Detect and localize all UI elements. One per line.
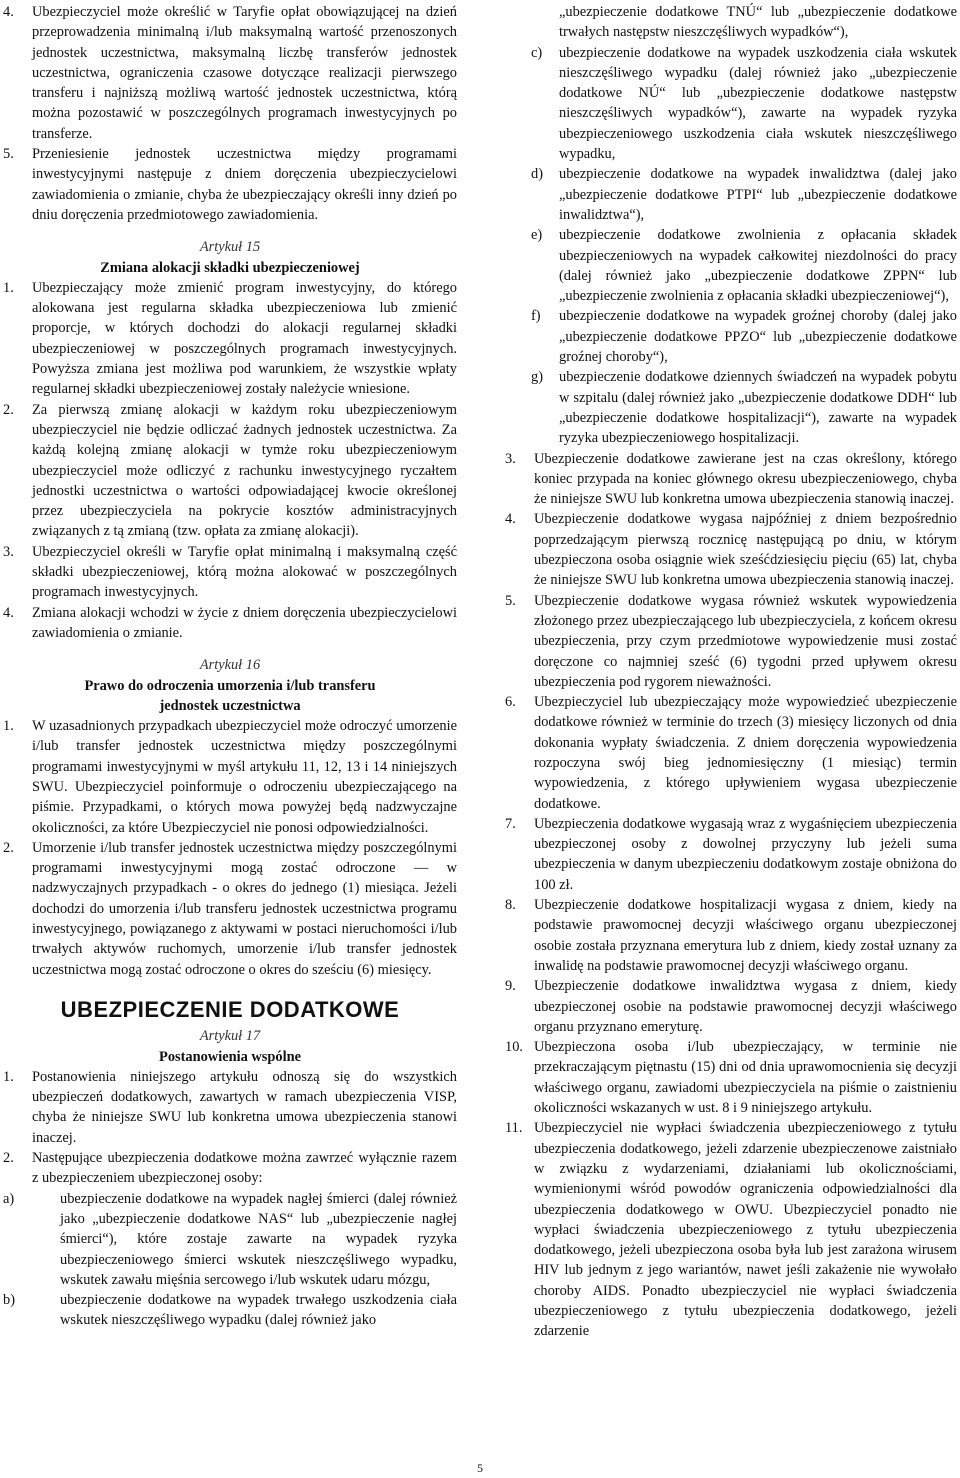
article-17-item-8 (505, 895, 957, 976)
paragraph-5 (3, 144, 457, 225)
item-text: Ubezpieczyciel może określić w Taryfie opłat obowiązującej na dzień przeprowadzenia minimalną i/lub maksymalną wartość przenoszonych jednostek uczestnictwa, maksymalną liczbę transferów jednostek uczestnictwa, ograniczenia czasowe dotyczące realizacji pierwszego transferu i najniższą możliwą wartość jednostek uczestnictwa, którą można pozostawić w poszczególnych programach inwestycyjnych po transferze. (32, 4, 457, 142)
item-number: 5. (505, 592, 516, 609)
item-text: Ubezpieczona osoba i/lub ubezpieczający, w terminie nie przekraczającym piętnastu (15) dni od dnia uprawomocnienia się decyzji właściwego organu, zawiadomi ubezpieczyciela na piśmie o zaistnieniu okoliczności wskazanych w ust. 8 i 9 niniejszego artykułu. (534, 1039, 957, 1117)
item-text: Zmiana alokacji wchodzi w życie z dniem doręczenia ubezpieczycielowi zawiadomienia o zmianie. (32, 604, 457, 641)
paragraph-4 (3, 2, 457, 144)
subitem-text: ubezpieczenie dodatkowe na wypadek trwałego uszkodzenia ciała wskutek nieszczęśliwego wypadku (dalej również jako (60, 1292, 457, 1329)
article-16-item-2 (3, 838, 457, 980)
item-number: 1. (3, 1068, 14, 1085)
article-15-item-1 (3, 278, 457, 400)
article-17-item-7 (505, 814, 957, 895)
article-17-item-10 (505, 1037, 957, 1118)
item-text: Ubezpieczenie dodatkowe wygasa najpóźniej z dniem bezpośrednio poprzedzającym pierwszą rocznicę następującą po dniu, w którym ubezpieczona osoba osiągnie wiek sześćdziesięciu pięciu (65) lat, chyba że niniejsze SWU lub konkretna umowa ubezpieczenia stanowią inaczej. (534, 511, 957, 589)
item-number: 2. (3, 839, 14, 856)
item-text: Ubezpieczyciel nie wypłaci świadczenia ubezpieczeniowego z tytułu ubezpieczenia dodatkowego, jeżeli zdarzenie ubezpieczenowe zaistniało w związku z wydarzeniami, działaniami lub okolicznościami, wymienionymi wśród powodów ograniczenia odpowiedzialności dla ubezpieczenia dodatkowego w OWU. Ubezpieczyciel ponadto nie wypłaci świadczenia ubezpieczeniowego z tytułu ubezpieczenia dodatkowego, jeżeli ubezpieczona osoba była lub jest zarażona wirusem HIV lub jednym z jego wariantów, nawet jeśli zakażenie nie wywołało choroby AIDS. Ponadto ubezpieczyciel nie wypłaci świadczenia ubezpieczeniowego z tytułu ubezpieczenia dodatkowego, jeżeli zdarzenie (534, 1120, 957, 1340)
left-column (3, 2, 457, 1331)
item-text: Postanowienia niniejszego artykułu odnoszą się do wszystkich ubezpieczeń dodatkowych, zawartych w ramach ubezpieczenia VISP, chyba że niniejsze SWU lub konkretna umowa ubezpieczenia stanowi inaczej. (32, 1068, 457, 1146)
item-number: 4. (3, 4, 14, 20)
item-text: Umorzenie i/lub transfer jednostek uczestnictwa między poszczególnymi programami inwestycyjnymi mogą zostać odroczone — w nadzwyczajnych przypadkach - o okres do jednego (1) miesiąca. Jeżeli dochodzi do umorzenia i/lub transferu jednostek uczestnictwa programu inwestycyjnego, powiązanego z aktywami w postaci nieruchomości i/lub trwałych aktywów ruchomych, umorzenie i/lub transfer jednostek uczestnictwa mogą zostać odroczone o okres do sześciu (6) miesięcy. (32, 839, 457, 978)
item-number: 8. (505, 897, 516, 914)
item-text: Ubezpieczyciel lub ubezpieczający może wypowiedzieć ubezpieczenie dodatkowe również w terminie do trzech (3) miesięcy liczonych od dnia dokonania wypłaty świadczenia. Z dniem doręczenia wypowiedzenia rozpoczyna swój bieg jednomiesięczny (1 miesiąc) termin wypowiedzenia, z którego upływieniem wygasa ubezpieczenie dodatkowe. (534, 694, 957, 812)
article-17-item-1 (3, 1067, 457, 1148)
subitem-d (505, 164, 957, 225)
subitem-letter: g) (531, 369, 543, 386)
article-17-number: Artykuł 17 (199, 1028, 261, 1045)
item-number: 10. (505, 1039, 523, 1056)
item-text: Ubezpieczenie dodatkowe inwalidztwa wygasa z dniem, kiedy ubezpieczonej osobie na podstawie prawomocnej decyzji właściwego organu przyznano emeryturę. (534, 978, 957, 1035)
item-text: Ubezpieczyciel określi w Taryfie opłat minimalną i maksymalną część składki ubezpieczeniowej, którą można alokować w poszczególnych programach inwestycyjnych. (32, 543, 457, 601)
item-text: W uzasadnionych przypadkach ubezpieczyciel może odroczyć umorzenie i/lub transfer jednostek uczestnictwa między poszczególnymi programami inwestycyjnymi w myśl artykułu 11, 12, 13 i 14 niniejszych SWU. Ubezpieczyciel poinformuje o odroczeniu ubezpieczającego na piśmie. Przypadkami, o których mowa powyżej będą nadzwyczajne okoliczności, za które Ubezpieczyciel nie ponosi odpowiedzialności. (32, 718, 457, 836)
item-number: 9. (505, 978, 516, 995)
item-number: 11. (505, 1120, 523, 1137)
item-number: 2. (3, 401, 14, 418)
item-text: Ubezpieczenie dodatkowe hospitalizacji wygasa z dniem, kiedy na podstawie prawomocnej decyzji właściwego organu ubezpieczonej osobie została przyznana emerytura lub z dniem, kiedy został uznany za inwalidę na podstawie prawomocnej decyzji właściwego organu. (534, 897, 957, 974)
item-number: 1. (3, 718, 14, 735)
subitem-text: ubezpieczenie dodatkowe na wypadek nagłej śmierci (dalej również jako „ubezpieczenie dodatkowe NAS“ lub „ubezpieczenie nagłej śmierci“), które zostaje zawarte na wypadek ryzyka ubezpieczeniowego śmierci wskutek nieszczęśliwego wypadku, wskutek zawału mięśnia sercowego i/lub wskutek udaru mózgu, (60, 1190, 457, 1288)
item-text: Przeniesienie jednostek uczestnictwa między programami inwestycyjnymi następuje z dniem doręczenia ubezpieczycielowi zawiadomienia o zmianie, chyba że ubezpieczający określi inny dzień po dniu doręczenia przedmiotowego zawiadomienia. (32, 146, 457, 223)
item-number: 3. (505, 450, 516, 467)
item-number: 5. (3, 146, 14, 163)
subitem-f (505, 306, 957, 367)
article-15-title: Zmiana alokacji składki ubezpieczeniowej (100, 259, 360, 276)
article-16-number: Artykuł 16 (199, 657, 261, 674)
subitem-letter: b) (3, 1292, 15, 1309)
article-16-item-1 (3, 716, 457, 838)
article-15-item-3 (3, 542, 457, 603)
article-17-item-11 (505, 1118, 957, 1341)
item-number: 7. (505, 815, 516, 832)
article-15-item-4 (3, 603, 457, 644)
subitem-g (505, 367, 957, 448)
article-15-item-2 (3, 400, 457, 542)
subitem-text: ubezpieczenie dodatkowe dziennych świadczeń na wypadek pobytu w szpitalu (dalej również jako „ubezpieczenie dodatkowe DDH“ lub „ubezpieczenie dodatkowe hospitalizacji“), zawarte na wypadek ryzyka ubezpieczeniowego hospitalizacji. (559, 369, 957, 447)
article-15-number: Artykuł 15 (199, 239, 261, 256)
article-17-item-4 (505, 509, 957, 590)
subitem-text: „ubezpieczenie dodatkowe TNÚ“ lub „ubezpieczenie dodatkowe trwałych następstw nieszczęśliwych wypadków“), (559, 4, 957, 41)
item-text: Następujące ubezpieczenia dodatkowe można zawrzeć wyłącznie razem z ubezpieczeniem ubezpieczonej osoby: (32, 1150, 457, 1187)
article-17-item-9 (505, 976, 957, 1037)
subitem-b (3, 1290, 457, 1331)
subitem-a (3, 1189, 457, 1290)
article-16-title: Prawo do odroczenia umorzenia i/lub transferu jednostek uczestnictwa (84, 677, 376, 714)
subitem-letter: c) (531, 44, 543, 61)
item-text: Za pierwszą zmianę alokacji w każdym roku ubezpieczeniowym ubezpieczyciel nie będzie odliczać żadnych jednostek uczestnictwa. Za każdą kolejną zmianę alokacji w tymże roku ubezpieczeniowym ubezpieczyciel może odliczyć z rachunku inwestycyjnego ryczałtem jednostki uczestnictwa o wartości odpowiadającej kwocie określonej przez ubezpieczyciela na pokrycie kosztów administracyjnych związanych z tą zmianą (tzw. opłata za zmianę alokacji). (32, 401, 457, 540)
subitem-b-continued (505, 2, 957, 43)
subitem-letter: f) (531, 308, 541, 325)
subitem-text: ubezpieczenie dodatkowe na wypadek groźnej choroby (dalej jako „ubezpieczenie dodatkowe PPZO“ lub „ubezpieczenie dodatkowe groźnej choroby“), (559, 308, 957, 366)
article-17-item-5 (505, 591, 957, 692)
page-number: 5 (477, 1461, 483, 1475)
item-number: 6. (505, 694, 516, 711)
subitem-text: ubezpieczenie dodatkowe na wypadek uszkodzenia ciała wskutek nieszczęśliwego wypadku (dalej również jako „ubezpieczenie dodatkowe NÚ“ lub „ubezpieczenie dodatkowe następstw nieszczęśliwych wypadków“), zawarte na wypadek ryzyka ubezpieczeniowego uszkodzenia ciała wskutek nieszczęśliwego wypadku, (559, 44, 957, 163)
item-number: 1. (3, 279, 14, 296)
section-title: UBEZPIECZENIE DODATKOWE (60, 996, 400, 1022)
article-17-item-2 (3, 1148, 457, 1189)
article-17-item-3 (505, 449, 957, 510)
article-17-item-6 (505, 692, 957, 814)
subitem-text: ubezpieczenie dodatkowe na wypadek inwalidztwa (dalej jako „ubezpieczenie dodatkowe PTPI“ lub „ubezpieczenie dodatkowe inwalidztwa“), (559, 166, 957, 223)
subitem-text: ubezpieczenie dodatkowe zwolnienia z opłacania składek ubezpieczeniowych na wypadek całkowitej niezdolności do pracy (dalej również jako „ubezpieczenie dodatkowe ZPPN“ lub „ubezpieczenie zwolnienia z opłacania składki ubezpieczeniowej“), (559, 227, 957, 305)
subitem-letter: d) (531, 166, 543, 183)
item-text: Ubezpieczający może zmienić program inwestycyjny, do którego alokowana jest regularna składka ubezpieczeniowa lub zmienić proporcje, w których dochodzi do alokacji regularnej składki ubezpieczeniowej w poszczególnych programach inwestycyjnych. Powyższa zmiana jest możliwa pod warunkiem, że wszystkie wpłaty regularnej składki ubezpieczeniowej zostały należycie wniesione. (32, 279, 457, 398)
item-number: 4. (505, 511, 516, 528)
item-number: 2. (3, 1150, 14, 1167)
item-number: 4. (3, 604, 14, 621)
subitem-letter: e) (531, 227, 543, 244)
item-text: Ubezpieczenie dodatkowe zawierane jest na czas określony, którego koniec przypada na koniec głównego okresu ubezpieczeniowego, chyba że niniejsze SWU lub konkretna umowa ubezpieczenia stanowią inaczej. (534, 450, 957, 508)
subitem-letter: a) (3, 1190, 15, 1207)
item-number: 3. (3, 543, 14, 560)
article-17-title: Postanowienia wspólne (159, 1048, 301, 1065)
subitem-e (505, 225, 957, 306)
right-column (505, 2, 957, 1342)
item-text: Ubezpieczenia dodatkowe wygasają wraz z wygaśnięciem ubezpieczenia ubezpieczonej osoby z dowolnej przyczyny lub jeżeli suma ubezpieczenia w danym ubezpieczeniu dodatkowym zostaje obniżona do 100 zł. (534, 815, 957, 893)
subitem-c (505, 43, 957, 165)
item-text: Ubezpieczenie dodatkowe wygasa również wskutek wypowiedzenia złożonego przez ubezpieczającego lub ubezpieczyciela, z końcem okresu ubezpieczenia, przy czym przedmiotowe wypowiedzenie musi zostać doręczone co najmniej sześć (6) tygodni przed upływem okresu ubezpieczenia pod rygorem nieważności. (534, 592, 957, 690)
